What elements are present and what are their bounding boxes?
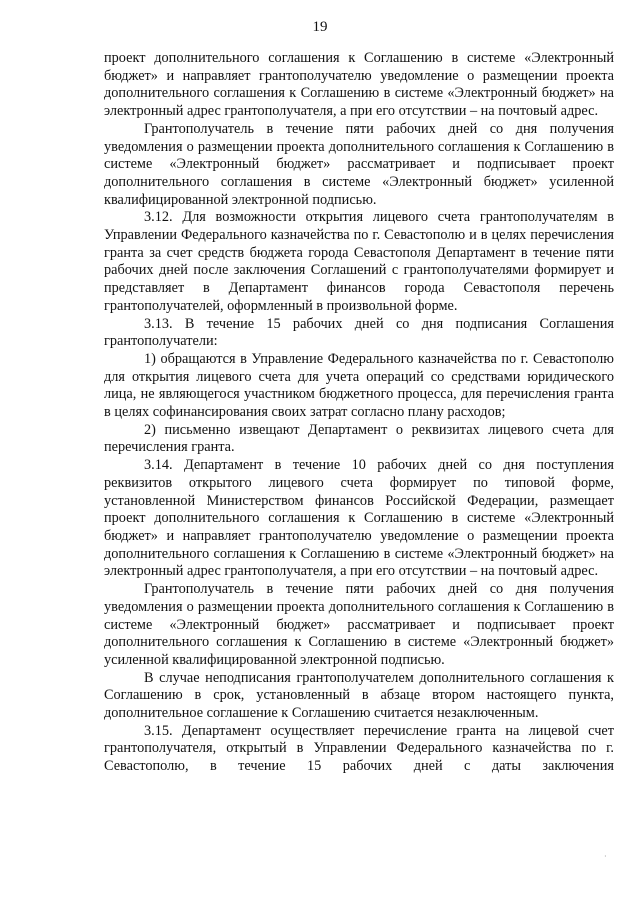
paragraph-3-14: 3.14. Департамент в течение 10 рабочих дней со дня поступления реквизитов открытого лицевого счета формирует по типовой форме, установленной Министерством финансов Российской Федерации, размещает проект дополнительного соглашения к Соглашению в системе «Электронный бюджет» и направляет грантополучателю уведомление о размещении проекта дополнительного соглашения к Соглашению в системе «Электронный бюджет» на электронный адрес грантополучателя, а при его отсутствии – на почтовый адрес.	[104, 457, 614, 580]
paragraph-3-12: 3.12. Для возможности открытия лицевого счета грантополучателям в Управлении Федерального казначейства по г. Севастополю и в целях перечисления гранта за счет средств бюджета города Севастополя Департамент в течение пяти рабочих дней после заключения Соглашений с грантополучателями формирует и представляет в Департамент финансов города Севастополя перечень грантополучателей, оформленный в произвольной форме.	[104, 209, 614, 314]
paragraph-3-15: 3.15. Департамент осуществляет перечисление гранта на лицевой счет грантополучателя, открытый в Управлении Федерального казначейства по г. Севастополю, в течение 15 рабочих дней с даты заключения	[104, 722, 614, 775]
paragraph-3-13-item-2: 2) письменно извещают Департамент о реквизитах лицевого счета для перечисления гранта.	[104, 421, 614, 456]
paragraph-continuation: проект дополнительного соглашения к Соглашению в системе «Электронный бюджет» и направляет грантополучателю уведомление о размещении проекта дополнительного соглашения к Соглашению в системе «Электронный бюджет» на электронный адрес грантополучателя, а при его отсутствии – на почтовый адрес.	[104, 50, 614, 120]
paragraph-grantee-signing: Грантополучатель в течение пяти рабочих дней со дня получения уведомления о размещении проекта дополнительного соглашения к Соглашению в системе «Электронный бюджет» рассматривает и подписывает проект дополнительного соглашения в системе «Электронный бюджет» усиленной квалифицированной электронной подписью.	[104, 120, 614, 208]
document-body	[104, 50, 614, 776]
paragraph-non-signing: В случае неподписания грантополучателем дополнительного соглашения к Соглашению в срок, установленный в абзаце втором настоящего пункта, дополнительное соглашение к Соглашению считается незаключенным.	[104, 669, 614, 722]
scan-mark: ·	[604, 852, 607, 861]
paragraph-3-13: 3.13. В течение 15 рабочих дней со дня подписания Соглашения грантополучатели:	[104, 315, 614, 350]
page-number: 19	[312, 19, 328, 35]
paragraph-3-13-item-1: 1) обращаются в Управление Федерального казначейства по г. Севастополю для открытия лицевого счета для учета операций со средствами юридического лица, не являющегося участником бюджетного процесса, для перечисления гранта в целях софинансирования своих затрат согласно плану расходов;	[104, 350, 614, 421]
paragraph-grantee-signing-2: Грантополучатель в течение пяти рабочих дней со дня получения уведомления о размещении проекта дополнительного соглашения к Соглашению в системе «Электронный бюджет» рассматривает и подписывает проект дополнительного соглашения к Соглашению в системе «Электронный бюджет» усиленной квалифицированной электронной подписью.	[104, 581, 614, 668]
